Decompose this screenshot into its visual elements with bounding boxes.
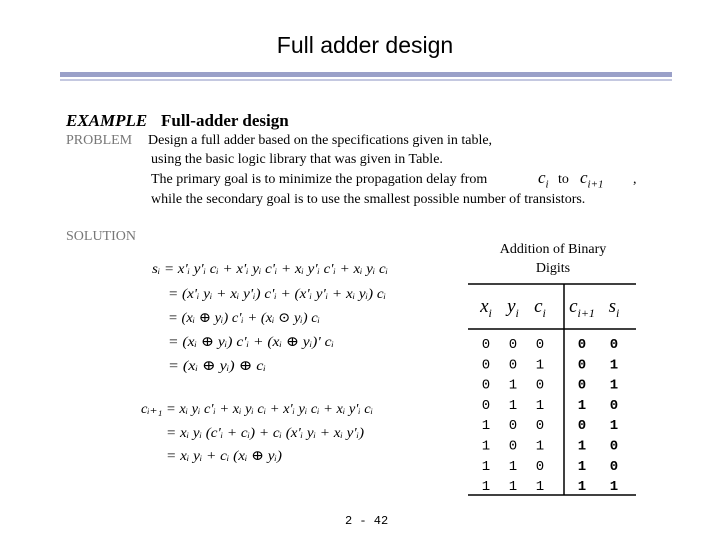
input-cell: 0 [481,357,491,374]
input-cell: 1 [481,438,491,455]
input-cell: 0 [535,418,545,435]
output-cell: 0 [609,397,619,414]
sum-equation-4: = (xᵢ ⊕ yᵢ) c'ᵢ + (xᵢ ⊕ yᵢ)' cᵢ [168,335,334,350]
output-header-carry: $c_{i+1}$ [569,296,595,320]
input-cell: 0 [508,438,518,455]
to-comma: , [633,172,637,187]
input-cell: 0 [508,357,518,374]
output-cell: 0 [609,337,619,353]
input-cell: 1 [508,377,518,394]
carry-equation-2: = xᵢ yᵢ (c'ᵢ + cᵢ) + cᵢ (x'ᵢ yᵢ + xᵢ y'ᵢ) [166,426,365,441]
output-cell: 0 [577,337,587,353]
solution-label: SOLUTION [66,229,136,244]
output-header-sum: $s_i$ [608,296,620,320]
table-caption-line-2: Digits [535,261,571,276]
input-cell: 1 [481,479,491,496]
input-header-x: $x_i$ [480,296,492,320]
table-rows [482,337,618,495]
output-cell: 0 [577,377,587,394]
input-header-c: $c_i$ [534,296,546,320]
output-cell: 1 [609,479,619,496]
output-cell: 1 [577,438,587,455]
input-cell: 1 [508,479,518,496]
page-number: 2 - 42 [345,514,389,528]
input-cell: 1 [535,397,545,414]
problem-label: PROBLEM [66,133,133,148]
carry-equation-3: = xᵢ yᵢ + cᵢ (xᵢ ⊕ yᵢ) [166,449,283,464]
sum-equation-2: = (x'ᵢ yᵢ + xᵢ y'ᵢ) c'ᵢ + (x'ᵢ y'ᵢ + xᵢ yᵢ) cᵢ [168,287,386,302]
input-cell: 1 [481,418,491,435]
truth-table [468,282,636,497]
sum-equation-5: = (xᵢ ⊕ yᵢ) ⊕ cᵢ [168,359,266,374]
problem-line-2: using the basic logic library that was given in Table. [151,152,443,167]
input-cell: 0 [481,337,491,353]
problem-line-4: while the secondary goal is to use the smallest possible number of transistors. [151,192,586,207]
input-cell: 1 [481,458,491,475]
output-cell: 0 [577,357,587,374]
problem-line-3: The primary goal is to minimize the propagation delay from [151,172,488,187]
output-cell: 1 [577,458,587,475]
to-word: to [558,172,569,187]
input-cell: 0 [508,418,518,435]
input-cell: 0 [508,337,518,353]
input-cell: 1 [535,479,545,496]
output-cell: 1 [609,418,619,435]
sum-equation-3: = (xᵢ ⊕ yᵢ) c'ᵢ + (xᵢ ⊙ yᵢ) cᵢ [168,311,320,326]
to-carry-var: $c_{i+1}$ [580,168,604,191]
output-cell: 1 [609,377,619,394]
slide-title: Full adder design [276,32,454,58]
input-header-y: $y_i$ [507,296,519,320]
example-label: EXAMPLE [66,111,148,130]
output-cell: 1 [577,397,587,414]
input-cell: 0 [481,377,491,394]
input-cell: 0 [535,458,545,475]
output-cell: 0 [609,458,619,475]
input-cell: 1 [535,357,545,374]
example-title: Full-adder design [161,111,289,130]
output-cell: 1 [609,357,619,374]
table-headers [479,296,619,320]
input-cell: 1 [508,397,518,414]
problem-line-1: Design a full adder based on the specifications given in table, [148,133,493,148]
input-cell: 0 [535,377,545,394]
output-cell: 0 [609,438,619,455]
sum-equation-1: sᵢ = x'ᵢ y'ᵢ cᵢ + x'ᵢ yᵢ c'ᵢ + xᵢ y'ᵢ c'ᵢ + xᵢ yᵢ cᵢ [152,262,388,277]
output-cell: 1 [577,479,587,496]
input-cell: 1 [508,458,518,475]
input-cell: 0 [481,397,491,414]
output-cell: 0 [577,418,587,435]
input-cell: 1 [535,438,545,455]
carry-equation-1: cᵢ₊₁ = xᵢ yᵢ c'ᵢ + xᵢ yᵢ cᵢ + x'ᵢ yᵢ cᵢ + xᵢ y'ᵢ cᵢ [141,402,373,417]
table-caption-line-1: Addition of Binary [499,242,607,257]
from-carry-var: $c_i$ [538,168,549,191]
input-cell: 0 [535,337,545,353]
